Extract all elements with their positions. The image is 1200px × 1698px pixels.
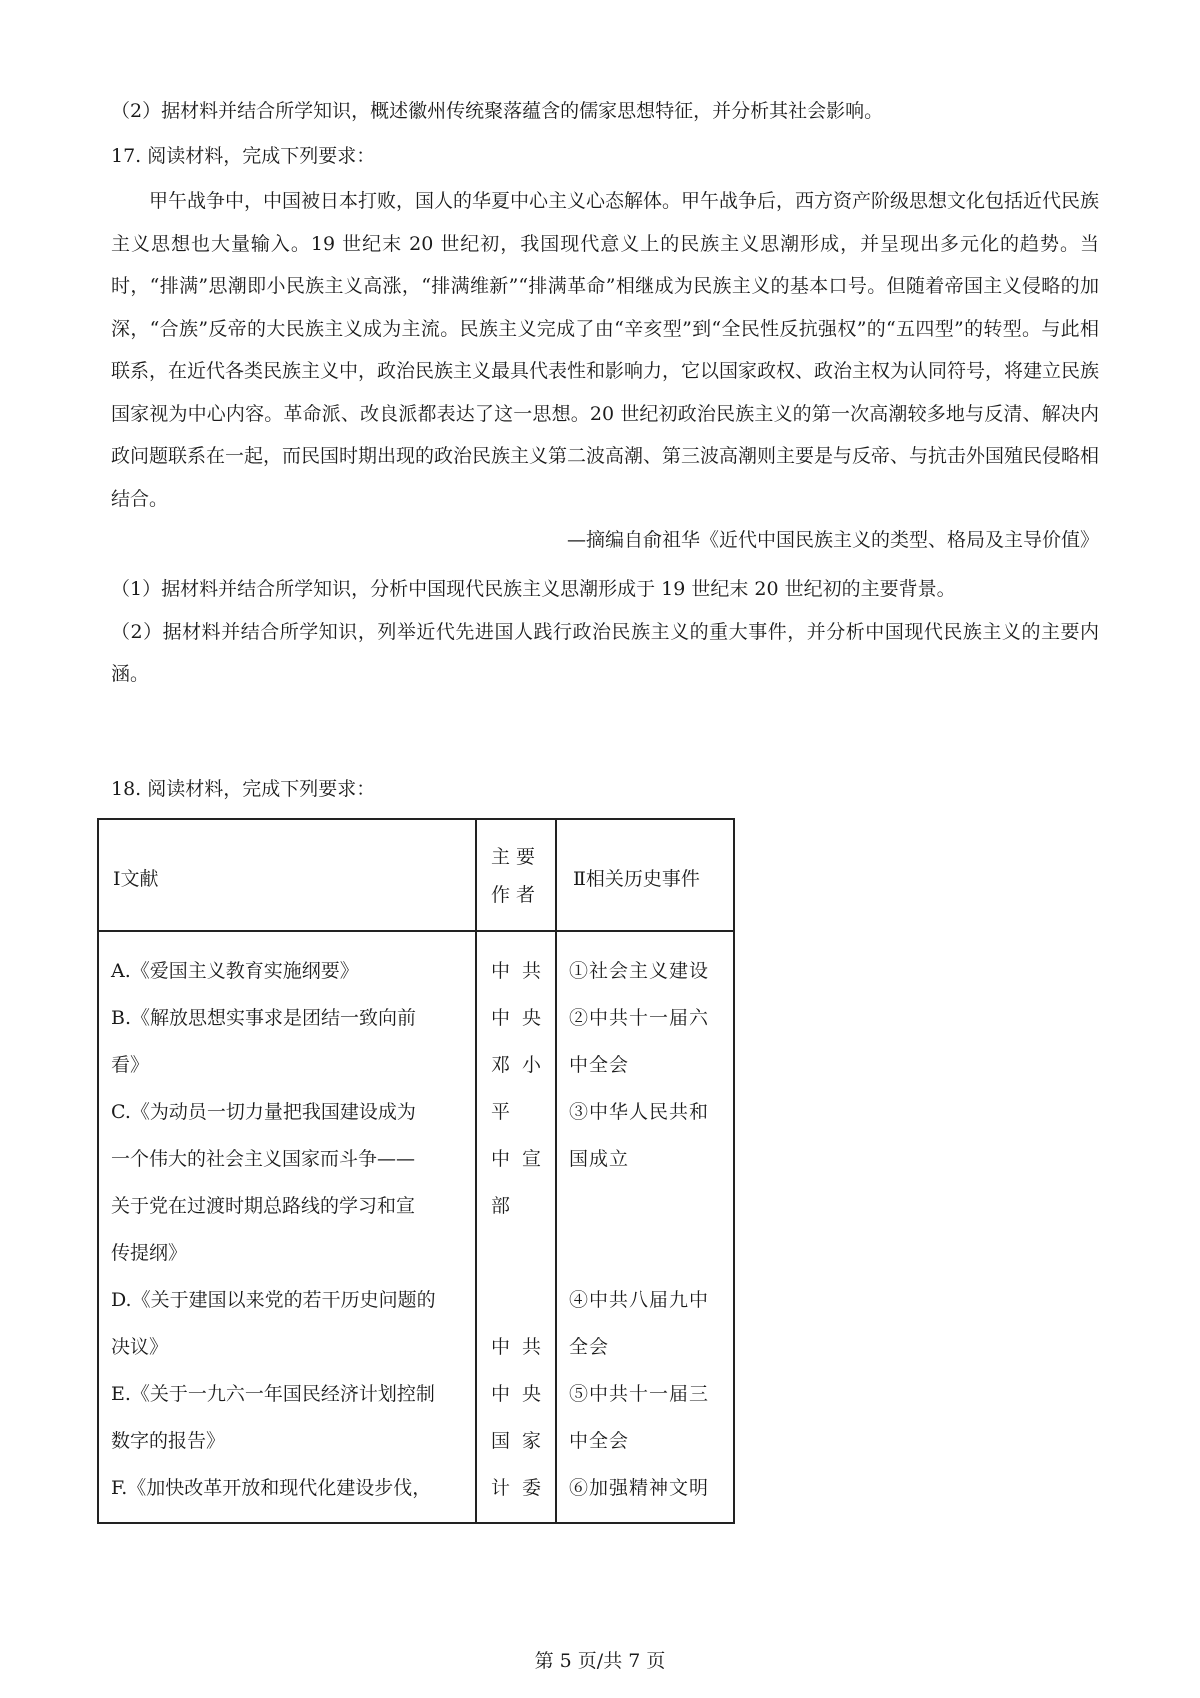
q18-table: [97, 818, 735, 1524]
events-column: [556, 931, 734, 1523]
document-line: 看》: [111, 1054, 150, 1076]
event-line: 全会: [569, 1336, 610, 1358]
event-line: ①社会主义建设: [569, 960, 710, 982]
document-line: 传提纲》: [111, 1242, 188, 1264]
q16-subquestion-2: （2）据材料并结合所学知识，概述徽州传统聚落蕴含的儒家思想特征，并分析其社会影响。: [111, 100, 884, 122]
document-line: B.《解放思想实事求是团结一致向前: [111, 1007, 417, 1029]
author-line: 国家: [491, 1430, 554, 1452]
event-line: 国成立: [569, 1148, 630, 1170]
event-line: ⑥加强精神文明: [569, 1477, 710, 1499]
documents-column: [98, 931, 476, 1523]
q17-material: 甲午战争中，中国被日本打败，国人的华夏中心主义心态解体。甲午战争后，西方资产阶级思想文化包括近代民族主义思想也大量输入。19 世纪末 20 世纪初，我国现代意义上的民族主义思潮形成，并呈现出多元化的趋势。当时，“排满”思潮即小民族主义高涨，“排满维新”“排满革命”相继成为民族主义的基本口号。但随着帝国主义侵略的加深，“合族”反帝的大民族主义成为主流。民族主义完成了由“辛亥型”到“全民性反抗强权”的“五四型”的转型。与此相联系，在近代各类民族主义中，政治民族主义最具代表性和影响力，它以国家政权、政治主权为认同符号，将建立民族国家视为中心内容。革命派、改良派都表达了这一思想。20 世纪初政治民族主义的第一次高潮较多地与反清、解决内政问题联系在一起，而民国时期出现的政治民族主义第二波高潮、第三波高潮则主要是与反帝、与抗击外国殖民侵略相结合。: [111, 190, 1100, 510]
author-line: 中宣: [491, 1148, 554, 1170]
event-line: 中全会: [569, 1430, 630, 1452]
q17-subquestion-2: （2）据材料并结合所学知识，列举近代先进国人践行政治民族主义的重大事件，并分析中国现代民族主义的主要内涵。: [111, 621, 1099, 685]
q17-source: —摘编自俞祖华《近代中国民族主义的类型、格局及主导价值》: [566, 529, 1099, 551]
author-line: 中共: [491, 960, 554, 982]
document-line: 决议》: [111, 1336, 169, 1358]
header-documents: Ⅰ文献: [98, 819, 476, 931]
header-authors-line2: 作者: [490, 884, 541, 906]
author-line: 中共: [491, 1336, 554, 1358]
page-footer: 第 5 页/共 7 页: [534, 1650, 666, 1672]
event-line: ④中共八届九中: [569, 1289, 710, 1311]
author-line: 平: [491, 1101, 523, 1123]
document-line: 一个伟大的社会主义国家而斗争——: [111, 1148, 416, 1170]
author-line: 部: [491, 1195, 523, 1217]
event-line: ⑤中共十一届三: [569, 1383, 710, 1405]
document-line: 关于党在过渡时期总路线的学习和宣: [111, 1195, 416, 1217]
author-line: 邓小: [491, 1054, 554, 1076]
document-line: E.《关于一九六一年国民经济计划控制: [111, 1383, 435, 1405]
header-authors: [476, 819, 556, 931]
document-line: C.《为动员一切力量把我国建设成为: [111, 1101, 416, 1123]
author-line: 计委: [491, 1477, 554, 1499]
author-line: 中央: [491, 1007, 554, 1029]
event-line: 中全会: [569, 1054, 630, 1076]
document-line: 数字的报告》: [111, 1430, 226, 1452]
q17-subquestion-1: （1）据材料并结合所学知识，分析中国现代民族主义思潮形成于 19 世纪末 20 世纪初的主要背景。: [111, 578, 956, 600]
header-authors-line1: 主要: [490, 846, 541, 868]
table-header-row: [98, 819, 734, 931]
author-line: 中央: [491, 1383, 554, 1405]
document-line: A.《爱国主义教育实施纲要》: [111, 960, 359, 982]
event-line: ②中共十一届六: [569, 1007, 710, 1029]
event-line: ③中华人民共和: [569, 1101, 710, 1123]
document-line: F.《加快改革开放和现代化建设步伐，: [111, 1477, 432, 1499]
q17-heading: 17. 阅读材料，完成下列要求：: [111, 145, 376, 167]
q18-heading: 18. 阅读材料，完成下列要求：: [111, 778, 376, 800]
table-row: [98, 931, 734, 1523]
document-line: D.《关于建国以来党的若干历史问题的: [111, 1289, 436, 1311]
authors-column: [476, 931, 556, 1523]
header-events: Ⅱ相关历史事件: [556, 819, 734, 931]
